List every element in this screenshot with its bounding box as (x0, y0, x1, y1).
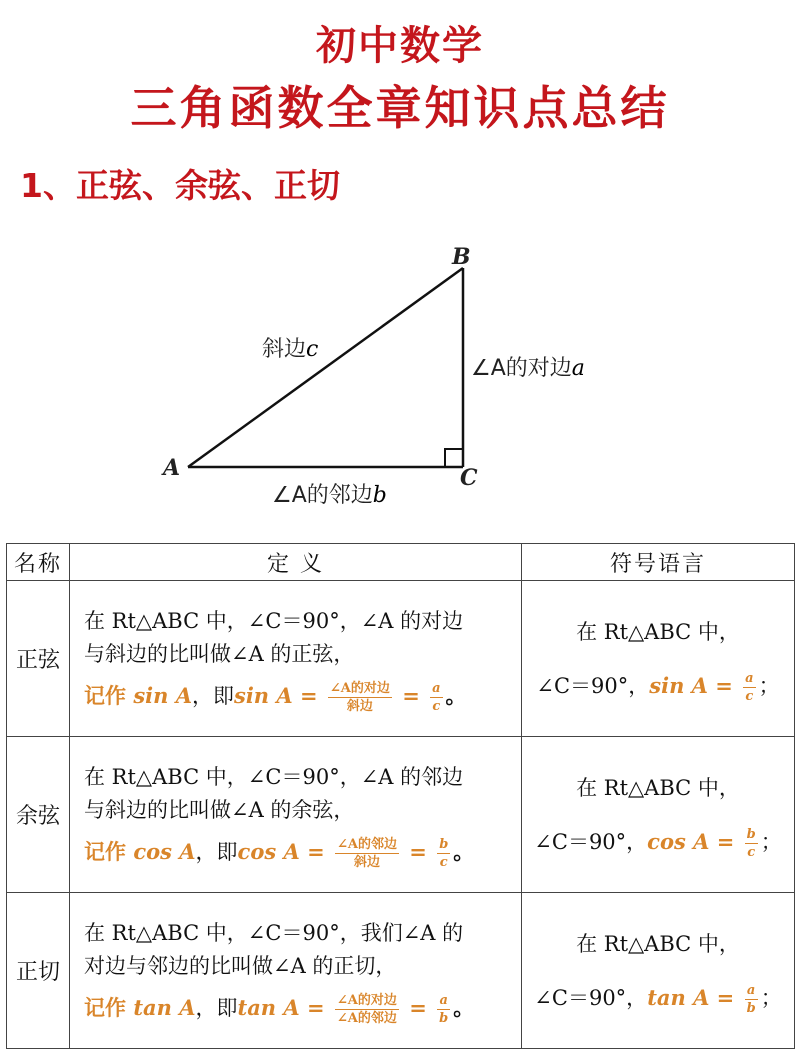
table-header-row (7, 544, 795, 581)
hypotenuse-label: 斜边c (262, 337, 319, 362)
row-definition (70, 893, 522, 1049)
row-definition (70, 581, 522, 737)
vertex-a-label: A (163, 455, 181, 481)
notation-formula: 记作 tan A，即tan A = $\frac{\text{∠A的对边}}{\text{∠A的邻边}}$ = $\frac{a}{b}$ 。 (84, 992, 475, 1026)
definition-line-2: 与斜边的比叫做∠A 的余弦， (84, 797, 355, 822)
row-name: 正切 (7, 893, 70, 1049)
vertex-c-label: C (460, 465, 478, 491)
notation-formula: 记作 sin A，即sin A = $\frac{\text{∠A的对边}}{\text{斜边}}$ = $\frac{a}{c}$ 。 (84, 680, 467, 714)
vertex-b-label: B (452, 244, 471, 270)
section-heading: 1、正弦、余弦、正切 (20, 166, 340, 205)
symbolic-formula: ∠C＝90°，cos A = $\frac{b}{c}$ ； (534, 826, 782, 860)
row-symbolic (522, 581, 795, 737)
symbolic-line-1: 在 Rt△ABC 中， (576, 931, 740, 956)
symbolic-formula: ∠C＝90°，tan A = $\frac{a}{b}$ ； (534, 982, 782, 1016)
row-name: 正弦 (7, 581, 70, 737)
title-line-1: 初中数学 (316, 23, 484, 69)
header-symbolic: 符号语言 (522, 544, 795, 581)
right-triangle-diagram (0, 230, 800, 520)
table-row (7, 893, 795, 1049)
symbolic-formula: ∠C＝90°，sin A = $\frac{a}{c}$ ； (536, 670, 780, 704)
row-symbolic (522, 737, 795, 893)
table-row (7, 581, 795, 737)
symbolic-line-1: 在 Rt△ABC 中， (576, 619, 740, 644)
title-line-2: 三角函数全章知识点总结 (130, 81, 670, 135)
side-hypotenuse (188, 268, 463, 467)
definition-line-1: 在 Rt△ABC 中，∠C＝90°，∠A 的对边 (84, 608, 464, 633)
trig-definitions-table (6, 543, 795, 1049)
definition-line-1: 在 Rt△ABC 中，∠C＝90°，∠A 的邻边 (84, 764, 464, 789)
header-definition: 定 义 (70, 544, 522, 581)
table-row (7, 737, 795, 893)
definition-line-2: 对边与邻边的比叫做∠A 的正切， (84, 953, 397, 978)
definition-line-1: 在 Rt△ABC 中，∠C＝90°，我们∠A 的 (84, 920, 464, 945)
symbolic-line-1: 在 Rt△ABC 中， (576, 775, 740, 800)
notation-formula: 记作 cos A，即cos A = $\frac{\text{∠A的邻边}}{\text{斜边}}$ = $\frac{b}{c}$ 。 (84, 836, 475, 870)
row-name: 余弦 (7, 737, 70, 893)
row-symbolic (522, 893, 795, 1049)
adjacent-label: ∠A的邻边b (272, 483, 387, 508)
header-name: 名称 (7, 544, 70, 581)
definition-line-2: 与斜边的比叫做∠A 的正弦， (84, 641, 355, 666)
row-definition (70, 737, 522, 893)
opposite-label: ∠A的对边a (471, 356, 585, 381)
